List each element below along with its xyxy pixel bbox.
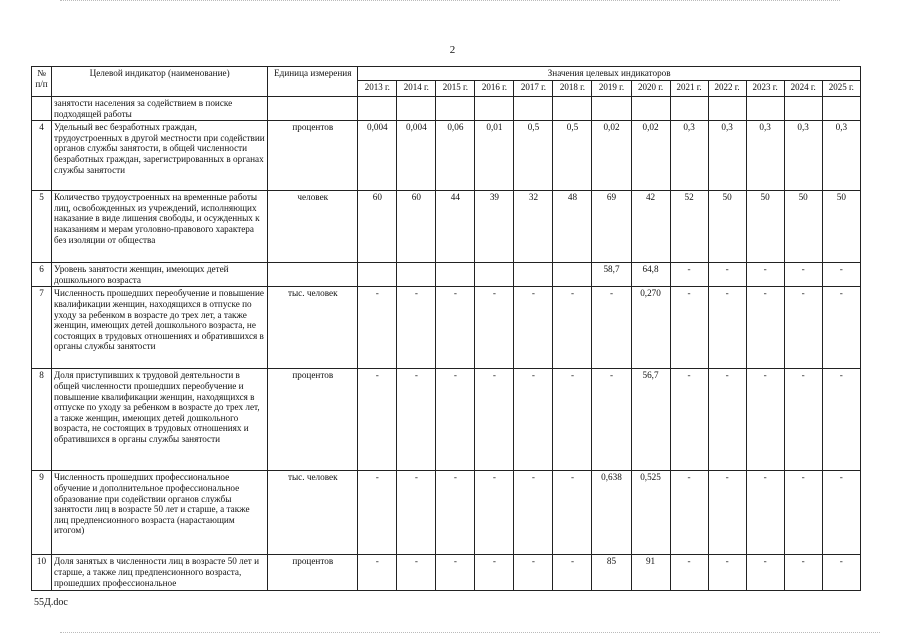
indicator-value: 56,7 <box>631 369 670 471</box>
indicator-value: 0,3 <box>746 121 784 191</box>
unit-of-measure <box>268 263 358 287</box>
table-row <box>32 97 861 121</box>
document-filename: 55Д.doc <box>34 597 68 608</box>
indicator-name: Численность прошедших переобучение и повышение квалификации женщин, находящихся в отпуске по уходу за ребенком в возрасте до трех лет, а также женщин, имеющих детей дошкольного возраста, не состоящих в трудовых отношениях и обратившихся в органы службы занятости <box>52 287 268 369</box>
indicator-value <box>670 97 708 121</box>
indicator-value: - <box>746 555 784 591</box>
indicator-value <box>358 97 397 121</box>
indicator-value: - <box>746 471 784 555</box>
indicator-value: - <box>475 555 514 591</box>
indicator-value <box>708 97 746 121</box>
row-number <box>32 97 52 121</box>
indicator-value <box>553 97 592 121</box>
indicator-value: 52 <box>670 191 708 263</box>
indicator-value: - <box>436 555 475 591</box>
header-year: 2024 г. <box>784 81 822 97</box>
indicator-value: - <box>670 555 708 591</box>
indicator-value: 50 <box>822 191 860 263</box>
indicator-value <box>592 97 631 121</box>
table-row <box>32 287 861 369</box>
indicator-value <box>475 263 514 287</box>
header-year: 2018 г. <box>553 81 592 97</box>
indicator-value: 0,06 <box>436 121 475 191</box>
indicator-value: - <box>746 263 784 287</box>
indicator-value: - <box>514 369 553 471</box>
indicator-name: Количество трудоустроенных на временные работы лиц, освобожденных из учреждений, исполняющих наказание в виде лишения свободы, и осужденных к наказаниям и мерам уголовно-правового характера без изоляции от общества <box>52 191 268 263</box>
scan-edge-bottom <box>60 632 880 636</box>
indicator-value <box>514 97 553 121</box>
unit-of-measure: человек <box>268 191 358 263</box>
indicator-value: - <box>358 369 397 471</box>
indicator-name: Численность прошедших профессиональное обучение и дополнительное профессиональное образование при содействии органов службы занятости лиц в возрасте 50 лет и старше, а также лиц предпенсионного возраста (нарастающим итогом) <box>52 471 268 555</box>
table-body <box>32 97 861 591</box>
indicator-value: - <box>822 369 860 471</box>
row-number: 4 <box>32 121 52 191</box>
unit-of-measure: тыс. человек <box>268 287 358 369</box>
indicator-value: 42 <box>631 191 670 263</box>
indicator-name: Доля занятых в численности лиц в возрасте 50 лет и старше, а также лиц предпенсионного возраста, прошедших профессиональное <box>52 555 268 591</box>
indicator-value <box>436 97 475 121</box>
indicator-value: 0,525 <box>631 471 670 555</box>
indicator-value: - <box>822 263 860 287</box>
header-indicator: Целевой индикатор (наименование) <box>52 67 268 97</box>
indicator-value <box>553 263 592 287</box>
table-row <box>32 121 861 191</box>
indicator-value: - <box>475 287 514 369</box>
indicator-value <box>397 263 436 287</box>
row-number: 8 <box>32 369 52 471</box>
row-number: 7 <box>32 287 52 369</box>
indicator-value: - <box>475 471 514 555</box>
header-values: Значения целевых индикаторов <box>358 67 861 81</box>
indicator-value <box>784 97 822 121</box>
header-year: 2023 г. <box>746 81 784 97</box>
indicator-value <box>631 97 670 121</box>
indicator-value: 0,3 <box>784 121 822 191</box>
indicator-value <box>436 263 475 287</box>
indicator-value: 48 <box>553 191 592 263</box>
indicator-value: 64,8 <box>631 263 670 287</box>
indicator-value: 39 <box>475 191 514 263</box>
indicator-value: 0,02 <box>592 121 631 191</box>
indicator-value: - <box>708 369 746 471</box>
indicator-value: - <box>397 369 436 471</box>
unit-of-measure <box>268 97 358 121</box>
unit-of-measure: процентов <box>268 369 358 471</box>
table-row <box>32 191 861 263</box>
row-number: 10 <box>32 555 52 591</box>
indicator-value <box>397 97 436 121</box>
header-year: 2015 г. <box>436 81 475 97</box>
indicator-value: - <box>822 555 860 591</box>
scan-edge-top <box>60 0 840 4</box>
header-year: 2021 г. <box>670 81 708 97</box>
indicator-value: - <box>670 471 708 555</box>
indicator-value: - <box>670 263 708 287</box>
indicator-value: - <box>358 471 397 555</box>
header-year: 2017 г. <box>514 81 553 97</box>
indicator-value: - <box>746 369 784 471</box>
indicator-value: 50 <box>708 191 746 263</box>
indicator-value: - <box>514 471 553 555</box>
indicators-table <box>31 66 861 591</box>
indicator-value: 69 <box>592 191 631 263</box>
indicator-value <box>822 97 860 121</box>
indicator-value: - <box>822 287 860 369</box>
indicator-value: - <box>397 555 436 591</box>
indicator-value: - <box>397 287 436 369</box>
header-year: 2014 г. <box>397 81 436 97</box>
indicator-value: - <box>784 369 822 471</box>
indicator-value: - <box>553 471 592 555</box>
table-header <box>32 67 861 97</box>
indicator-value <box>358 263 397 287</box>
row-number: 5 <box>32 191 52 263</box>
indicator-value: 85 <box>592 555 631 591</box>
row-number: 9 <box>32 471 52 555</box>
indicator-value: - <box>436 471 475 555</box>
header-num: № п/п <box>32 67 52 97</box>
indicator-value: - <box>822 471 860 555</box>
unit-of-measure: процентов <box>268 121 358 191</box>
indicator-value: 58,7 <box>592 263 631 287</box>
indicator-value: - <box>553 369 592 471</box>
indicator-value: - <box>475 369 514 471</box>
indicator-value: - <box>436 287 475 369</box>
indicator-value: - <box>358 287 397 369</box>
table-row <box>32 555 861 591</box>
indicator-value: 0,01 <box>475 121 514 191</box>
indicator-value: - <box>784 263 822 287</box>
indicator-value: 0,3 <box>708 121 746 191</box>
indicator-value: 60 <box>397 191 436 263</box>
indicator-value: - <box>397 471 436 555</box>
indicator-value: 91 <box>631 555 670 591</box>
header-year: 2013 г. <box>358 81 397 97</box>
page-number: 2 <box>449 44 456 56</box>
unit-of-measure: тыс. человек <box>268 471 358 555</box>
header-year: 2019 г. <box>592 81 631 97</box>
header-year: 2022 г. <box>708 81 746 97</box>
indicator-value: - <box>553 555 592 591</box>
indicator-value: - <box>514 555 553 591</box>
indicator-value: 60 <box>358 191 397 263</box>
indicator-value <box>514 263 553 287</box>
indicator-value: 44 <box>436 191 475 263</box>
indicator-value: - <box>553 287 592 369</box>
indicator-value: 0,3 <box>822 121 860 191</box>
indicator-value: - <box>708 263 746 287</box>
indicator-value: 0,02 <box>631 121 670 191</box>
indicator-value: 0,5 <box>553 121 592 191</box>
indicator-name: Доля приступивших к трудовой деятельности в общей численности прошедших переобучение и повышение квалификации женщин, находящихся в отпуске по уходу за ребенком в возрасте до трех лет, а также женщин, имеющих детей дошкольного возраста, не состоящих в трудовых отношениях и обратившихся в органы службы занятости <box>52 369 268 471</box>
table-row <box>32 263 861 287</box>
indicator-value: - <box>670 369 708 471</box>
indicator-value: 0,004 <box>397 121 436 191</box>
indicator-value: - <box>784 555 822 591</box>
row-number: 6 <box>32 263 52 287</box>
indicator-value: 0,638 <box>592 471 631 555</box>
table-row <box>32 369 861 471</box>
indicator-value: - <box>670 287 708 369</box>
header-unit: Единица измерения <box>268 67 358 97</box>
indicator-value: 32 <box>514 191 553 263</box>
indicator-value: - <box>436 369 475 471</box>
indicator-value: 0,004 <box>358 121 397 191</box>
indicator-value: - <box>708 555 746 591</box>
indicator-value: - <box>358 555 397 591</box>
header-year: 2025 г. <box>822 81 860 97</box>
indicator-value: - <box>592 287 631 369</box>
indicator-value: - <box>784 287 822 369</box>
indicator-name: Уровень занятости женщин, имеющих детей дошкольного возраста <box>52 263 268 287</box>
indicator-value: - <box>514 287 553 369</box>
indicator-value <box>475 97 514 121</box>
table-row <box>32 471 861 555</box>
indicator-value: - <box>708 287 746 369</box>
header-year: 2020 г. <box>631 81 670 97</box>
header-year: 2016 г. <box>475 81 514 97</box>
indicator-value <box>746 97 784 121</box>
indicator-name: Удельный вес безработных граждан, трудоустроенных в другой местности при содействии органов службы занятости, в общей численности безработных граждан, зарегистрированных в органах службы занятости <box>52 121 268 191</box>
indicator-value: - <box>592 369 631 471</box>
indicator-value: 0,3 <box>670 121 708 191</box>
indicator-value: 0,270 <box>631 287 670 369</box>
indicator-value: 50 <box>746 191 784 263</box>
indicator-value: - <box>746 287 784 369</box>
indicator-value: - <box>708 471 746 555</box>
indicator-value: 0,5 <box>514 121 553 191</box>
indicator-value: 50 <box>784 191 822 263</box>
indicator-value: - <box>784 471 822 555</box>
indicator-name: занятости населения за содействием в поиске подходящей работы <box>52 97 268 121</box>
unit-of-measure: процентов <box>268 555 358 591</box>
